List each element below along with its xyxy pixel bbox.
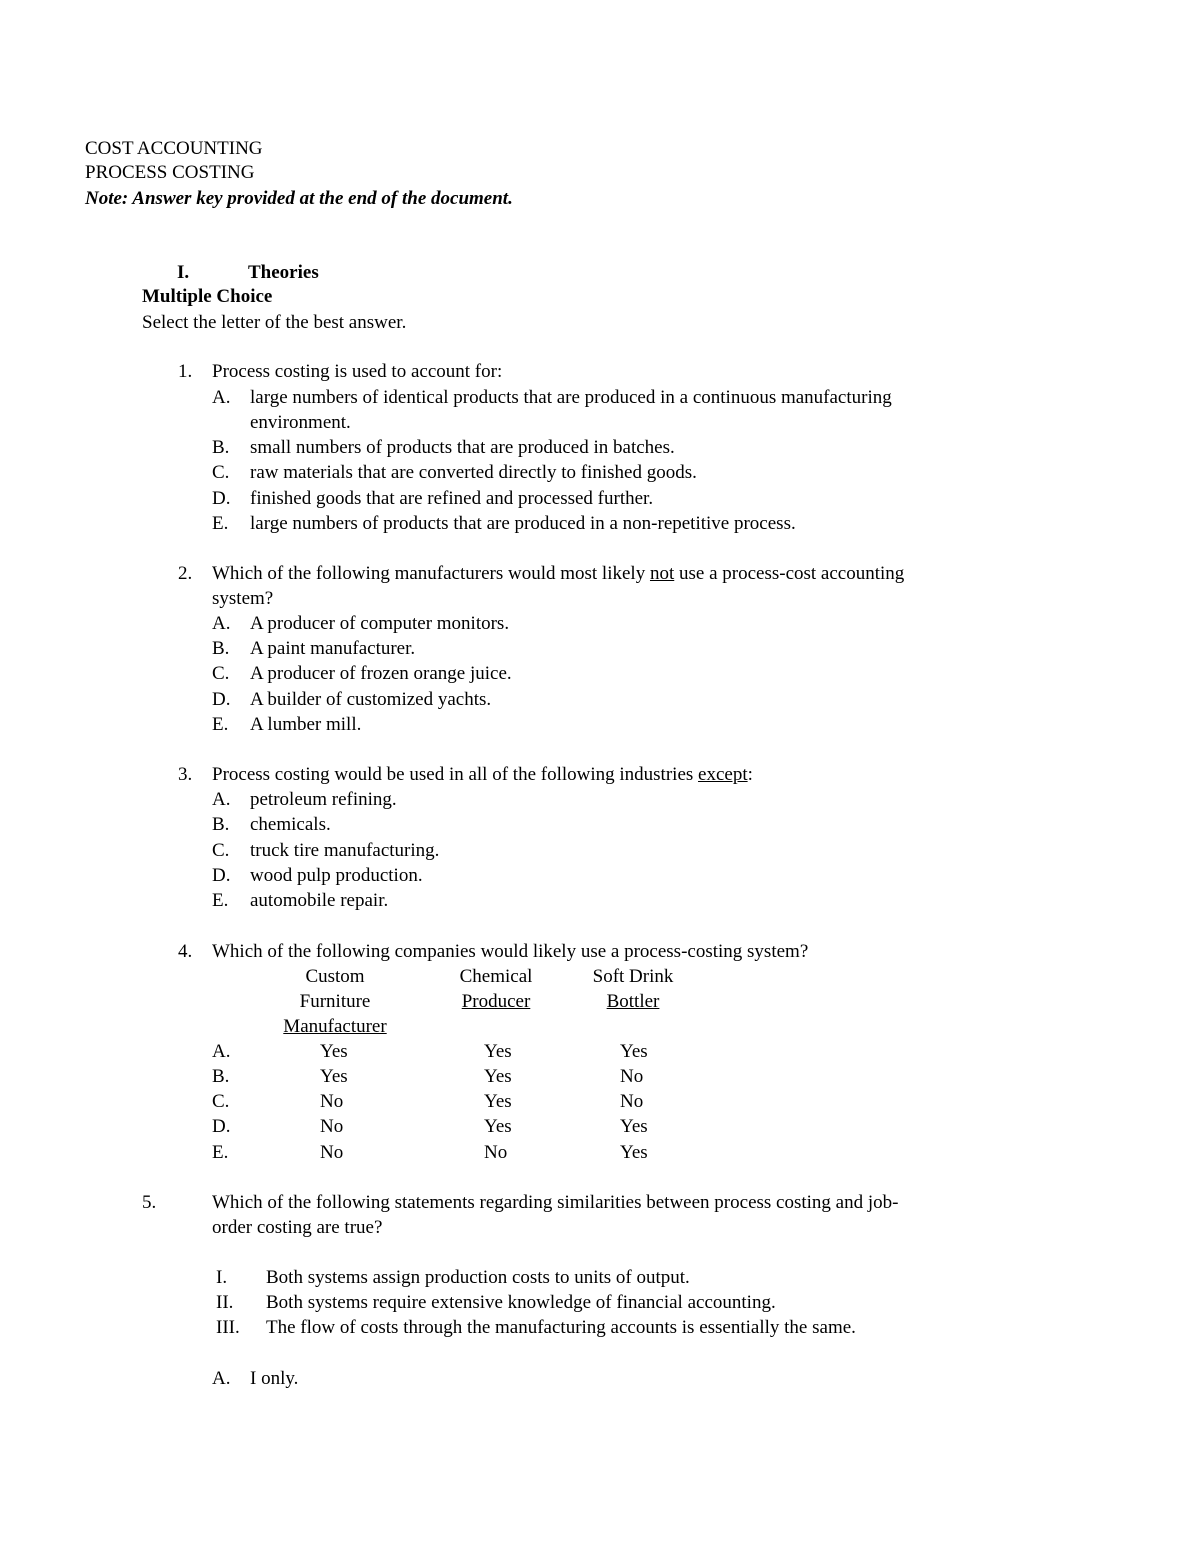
column-header-line: Manufacturer [283, 1016, 387, 1037]
table-cell: Yes [320, 1041, 348, 1062]
section-numeral: I. [177, 262, 190, 283]
table-cell: Yes [620, 1041, 648, 1062]
option-letter: A. [212, 387, 231, 408]
table-cell: No [320, 1142, 344, 1163]
statement-text: Both systems assign production costs to units of output. [266, 1267, 690, 1288]
option-text: large numbers of products that are produced in a non-repetitive process. [250, 513, 796, 534]
table-cell: No [620, 1066, 644, 1087]
question-text: Which of the following companies would likely use a process-costing system? [212, 941, 809, 962]
option-text: automobile repair. [250, 890, 389, 911]
option-letter: E. [212, 1142, 229, 1163]
option-text: chemicals. [250, 814, 331, 835]
answer-key-note: Note: Answer key provided at the end of the document. [85, 188, 513, 209]
option-letter: B. [212, 814, 230, 835]
question-text-continued: order costing are true? [212, 1217, 383, 1238]
question-text: Which of the following statements regarding similarities between process costing and job- [212, 1192, 899, 1213]
instruction-text: Select the letter of the best answer. [142, 312, 407, 333]
table-cell: No [320, 1116, 344, 1137]
column-header-line: Custom [305, 966, 365, 987]
question-number: 3. [178, 764, 193, 785]
option-text: petroleum refining. [250, 789, 397, 810]
question-number: 4. [178, 941, 193, 962]
option-text: small numbers of products that are produced in batches. [250, 437, 675, 458]
column-header-line: Chemical [459, 966, 533, 987]
emphasis-not: not [649, 563, 675, 584]
emphasis-except: except [698, 764, 748, 785]
option-text: A paint manufacturer. [250, 638, 416, 659]
option-letter: A. [212, 789, 231, 810]
option-text: environment. [250, 412, 351, 433]
table-cell: Yes [484, 1041, 512, 1062]
question-number: 2. [178, 563, 193, 584]
table-cell: Yes [484, 1116, 512, 1137]
option-letter: C. [212, 663, 230, 684]
option-letter: C. [212, 840, 230, 861]
option-letter: B. [212, 638, 230, 659]
question-number: 5. [142, 1192, 157, 1213]
option-letter: A. [212, 613, 231, 634]
table-cell: Yes [484, 1091, 512, 1112]
statement-text: The flow of costs through the manufacturing accounts is essentially the same. [266, 1317, 856, 1338]
column-header-line: Soft Drink [592, 966, 674, 987]
option-text: A builder of customized yachts. [250, 689, 492, 710]
option-letter: E. [212, 714, 229, 735]
table-cell: Yes [320, 1066, 348, 1087]
statement-text: Both systems require extensive knowledge of financial accounting. [266, 1292, 776, 1313]
column-header-line: Furniture [299, 991, 371, 1012]
option-text: wood pulp production. [250, 865, 423, 886]
option-letter: D. [212, 488, 231, 509]
option-letter: C. [212, 1091, 230, 1112]
section-subtitle: Multiple Choice [142, 286, 273, 307]
course-title: COST ACCOUNTING [85, 138, 263, 159]
option-letter: B. [212, 1066, 230, 1087]
table-cell: No [620, 1091, 644, 1112]
option-letter: D. [212, 865, 231, 886]
statement-number: II. [216, 1292, 234, 1313]
question-text: Process costing is used to account for: [212, 361, 503, 382]
option-text: truck tire manufacturing. [250, 840, 440, 861]
column-header-line: Producer [461, 991, 531, 1012]
option-text: A lumber mill. [250, 714, 362, 735]
option-letter: D. [212, 689, 231, 710]
option-letter: A. [212, 1368, 231, 1389]
statement-number: I. [216, 1267, 228, 1288]
option-letter: E. [212, 513, 229, 534]
table-cell: Yes [484, 1066, 512, 1087]
section-title: Theories [248, 262, 319, 283]
table-cell: No [484, 1142, 508, 1163]
option-letter: A. [212, 1041, 231, 1062]
column-header-line: Bottler [606, 991, 660, 1012]
option-letter: B. [212, 437, 230, 458]
table-cell: No [320, 1091, 344, 1112]
question-number: 1. [178, 361, 193, 382]
question-text: Process costing would be used in all of the following industries except: [212, 764, 753, 785]
topic-title: PROCESS COSTING [85, 162, 255, 183]
option-text: I only. [250, 1368, 299, 1389]
option-text: finished goods that are refined and processed further. [250, 488, 654, 509]
table-cell: Yes [620, 1116, 648, 1137]
option-letter: C. [212, 462, 230, 483]
statement-number: III. [216, 1317, 240, 1338]
option-text: A producer of frozen orange juice. [250, 663, 512, 684]
question-text: Which of the following manufacturers would most likely not use a process-cost accounting [212, 563, 905, 584]
option-text: raw materials that are converted directly to finished goods. [250, 462, 697, 483]
option-letter: D. [212, 1116, 231, 1137]
question-text-continued: system? [212, 588, 274, 609]
table-cell: Yes [620, 1142, 648, 1163]
option-text: large numbers of identical products that are produced in a continuous manufacturing [250, 387, 892, 408]
option-text: A producer of computer monitors. [250, 613, 510, 634]
option-letter: E. [212, 890, 229, 911]
